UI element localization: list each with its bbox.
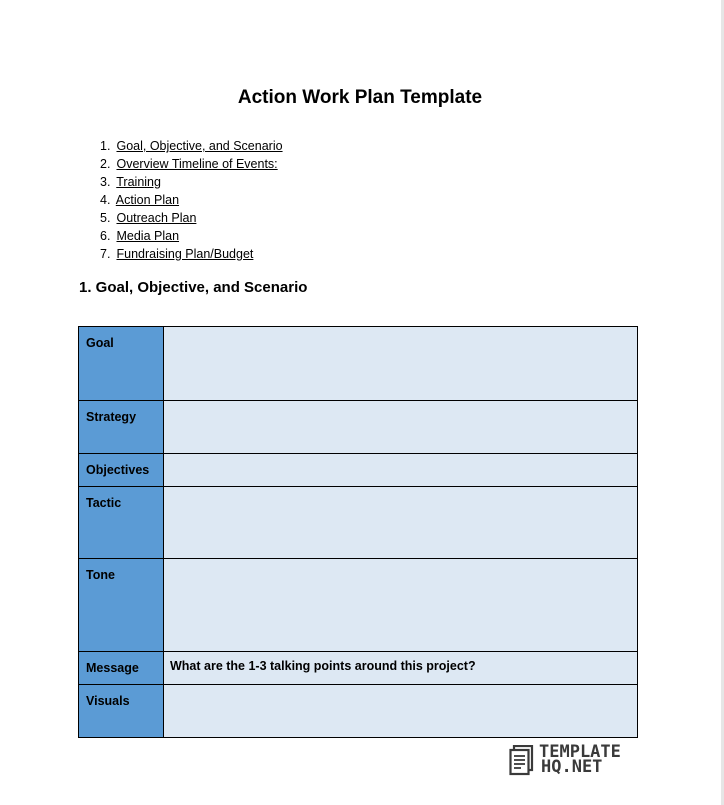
visuals-cell[interactable] bbox=[164, 685, 638, 738]
row-label: Goal bbox=[79, 327, 164, 401]
toc-item bbox=[100, 137, 283, 155]
message-cell[interactable]: What are the 1-3 talking points around this project? bbox=[164, 652, 638, 685]
toc-link-outreach-plan[interactable]: Outreach Plan bbox=[116, 211, 197, 225]
toc-number: 7. bbox=[100, 247, 111, 261]
objectives-cell[interactable] bbox=[164, 454, 638, 487]
toc-link-action-plan[interactable]: Action Plan bbox=[115, 193, 180, 207]
toc-item bbox=[100, 245, 283, 263]
toc-link-goal-objective-scenario[interactable]: Goal, Objective, and Scenario bbox=[116, 139, 283, 153]
table-row-visuals bbox=[79, 685, 638, 738]
watermark-line2: HQ.NET bbox=[541, 757, 603, 777]
toc-number: 5. bbox=[100, 211, 111, 225]
goal-cell[interactable] bbox=[164, 327, 638, 401]
table-row-tactic bbox=[79, 487, 638, 559]
table-of-contents bbox=[100, 137, 283, 263]
table-row-strategy bbox=[79, 401, 638, 454]
table-row-objectives bbox=[79, 454, 638, 487]
strategy-cell[interactable] bbox=[164, 401, 638, 454]
toc-link-training[interactable]: Training bbox=[116, 175, 161, 189]
toc-item bbox=[100, 173, 283, 191]
row-label: Objectives bbox=[79, 454, 164, 487]
row-label: Strategy bbox=[79, 401, 164, 454]
toc-link-media-plan[interactable]: Media Plan bbox=[116, 229, 180, 243]
table-row-message bbox=[79, 652, 638, 685]
document-title: Action Work Plan Template bbox=[237, 87, 483, 108]
templatehq-watermark bbox=[509, 742, 639, 779]
toc-number: 2. bbox=[100, 157, 111, 171]
toc-number: 6. bbox=[100, 229, 111, 243]
toc-item bbox=[100, 209, 283, 227]
watermark-line1: TEMPLATE bbox=[539, 742, 621, 762]
tactic-cell[interactable] bbox=[164, 487, 638, 559]
document-icon bbox=[509, 745, 537, 779]
toc-number: 3. bbox=[100, 175, 111, 189]
goal-objective-table bbox=[78, 326, 638, 738]
toc-link-overview-timeline[interactable]: Overview Timeline of Events: bbox=[116, 157, 278, 171]
section-heading: 1. Goal, Objective, and Scenario bbox=[79, 279, 308, 296]
watermark-text bbox=[539, 742, 621, 777]
toc-item bbox=[100, 191, 283, 209]
toc-number: 4. bbox=[100, 193, 111, 207]
row-label: Tactic bbox=[79, 487, 164, 559]
tone-cell[interactable] bbox=[164, 559, 638, 652]
toc-number: 1. bbox=[100, 139, 111, 153]
row-label: Visuals bbox=[79, 685, 164, 738]
table-row-tone bbox=[79, 559, 638, 652]
table-row-goal bbox=[79, 327, 638, 401]
toc-link-fundraising-plan[interactable]: Fundraising Plan/Budget bbox=[116, 247, 254, 261]
row-label: Tone bbox=[79, 559, 164, 652]
toc-item bbox=[100, 155, 283, 173]
row-label: Message bbox=[79, 652, 164, 685]
toc-item bbox=[100, 227, 283, 245]
